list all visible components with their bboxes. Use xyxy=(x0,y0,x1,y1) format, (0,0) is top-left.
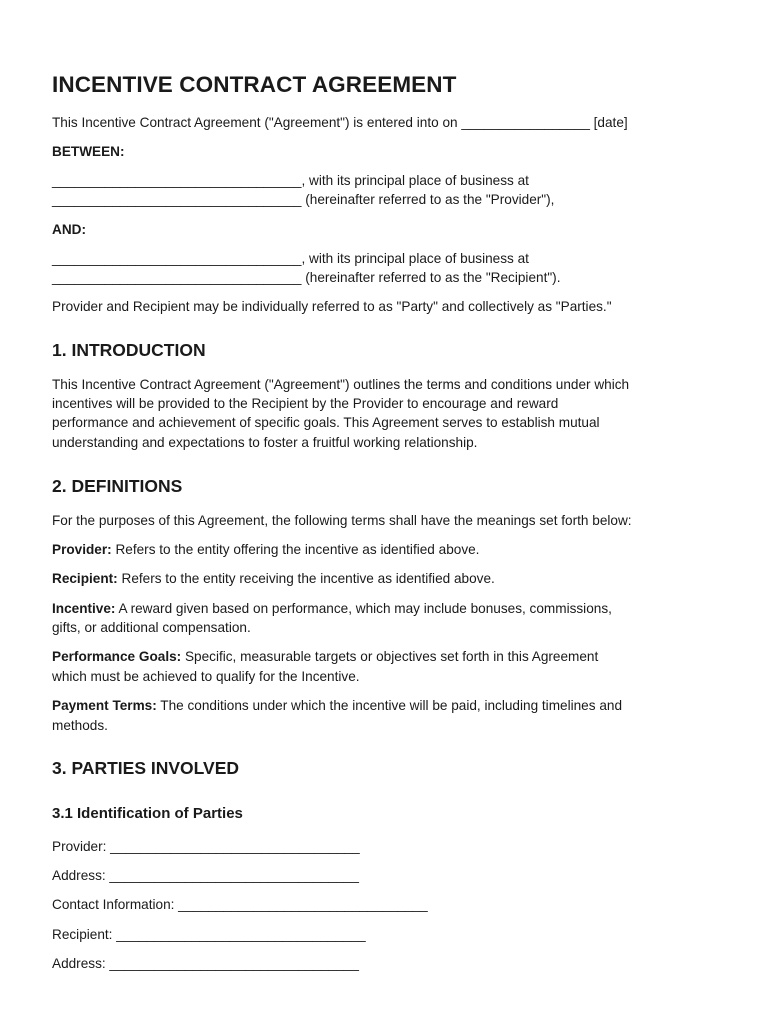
definition-text: Refers to the entity offering the incentive as identified above. xyxy=(111,542,480,557)
intro-line: This Incentive Contract Agreement ("Agreement") is entered into on _________________ [date] xyxy=(52,115,628,130)
definition-incentive xyxy=(52,599,612,619)
definition-term: Payment Terms: xyxy=(52,698,157,713)
document-title: INCENTIVE CONTRACT AGREEMENT xyxy=(52,72,457,97)
field-recipient: Recipient: _________________________________ xyxy=(52,927,366,942)
definition-payment-terms xyxy=(52,696,622,716)
intro-paragraph-line: understanding and expectations to foster a fruitful working relationship. xyxy=(52,435,478,450)
definition-performance-goals-cont: which must be achieved to qualify for the Incentive. xyxy=(52,669,360,684)
section-heading-parties-involved: 3. PARTIES INVOLVED xyxy=(52,758,240,778)
recipient-line-2: _________________________________ (hereinafter referred to as the "Recipient"). xyxy=(52,270,561,285)
definition-payment-terms-cont: methods. xyxy=(52,718,108,733)
definition-text: A reward given based on performance, which may include bonuses, commissions, xyxy=(115,601,612,616)
definition-recipient xyxy=(52,569,495,589)
definition-text: The conditions under which the incentive will be paid, including timelines and xyxy=(156,698,622,713)
intro-paragraph-line: performance and achievement of specific goals. This Agreement serves to establish mutual xyxy=(52,415,600,430)
intro-paragraph-line: This Incentive Contract Agreement ("Agreement") outlines the terms and conditions under which xyxy=(52,377,630,392)
field-recipient-address: Address: _________________________________ xyxy=(52,956,359,971)
field-provider: Provider: _________________________________ xyxy=(52,839,360,854)
definition-incentive-cont: gifts, or additional compensation. xyxy=(52,620,251,635)
definitions-intro: For the purposes of this Agreement, the following terms shall have the meanings set forth below: xyxy=(52,513,632,528)
parties-note: Provider and Recipient may be individually referred to as "Party" and collectively as "Parties." xyxy=(52,299,612,314)
subsection-heading-identification: 3.1 Identification of Parties xyxy=(52,805,243,822)
provider-line-2: _________________________________ (hereinafter referred to as the "Provider"), xyxy=(52,192,555,207)
definition-text: Refers to the entity receiving the incentive as identified above. xyxy=(117,571,495,586)
intro-paragraph-line: incentives will be provided to the Recipient by the Provider to encourage and reward xyxy=(52,396,559,411)
field-contact-information: Contact Information: _________________________________ xyxy=(52,897,428,912)
definition-term: Recipient: xyxy=(52,571,118,586)
definition-term: Performance Goals: xyxy=(52,649,182,664)
definition-term: Provider: xyxy=(52,542,112,557)
section-heading-definitions: 2. DEFINITIONS xyxy=(52,476,183,496)
definition-term: Incentive: xyxy=(52,601,116,616)
definition-text: Specific, measurable targets or objectives set forth in this Agreement xyxy=(181,649,599,664)
between-label: BETWEEN: xyxy=(52,144,125,159)
and-label: AND: xyxy=(52,222,86,237)
field-provider-address: Address: _________________________________ xyxy=(52,868,359,883)
recipient-line-1: _________________________________, with its principal place of business at xyxy=(52,251,529,266)
provider-line-1: _________________________________, with its principal place of business at xyxy=(52,173,529,188)
section-heading-introduction: 1. INTRODUCTION xyxy=(52,340,206,360)
definition-performance-goals xyxy=(52,647,598,667)
definition-provider xyxy=(52,540,479,560)
